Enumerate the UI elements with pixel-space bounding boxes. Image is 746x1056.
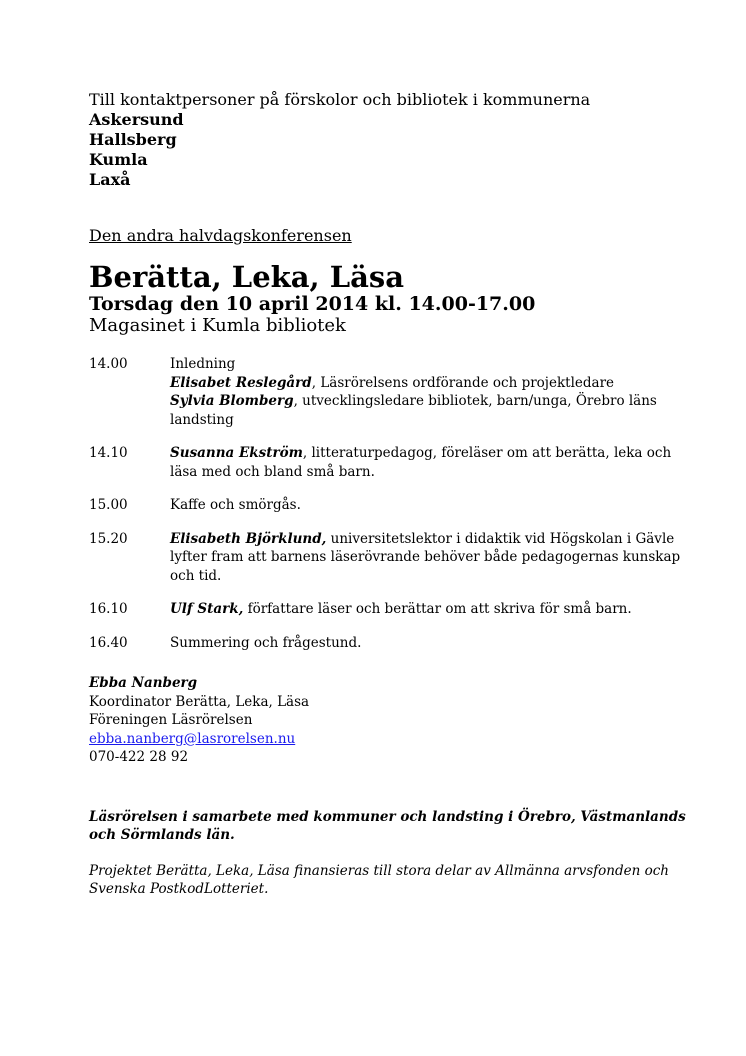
speaker-name: Sylvia Blomberg	[170, 393, 294, 409]
schedule-row	[89, 444, 689, 481]
schedule-text: Kaffe och smörgås.	[170, 497, 301, 513]
schedule-row	[89, 355, 689, 429]
contact-role: Koordinator Berätta, Leka, Läsa	[89, 693, 310, 710]
speaker-name: Elisabeth Björklund,	[170, 530, 327, 547]
contact-name: Ebba Nanberg	[89, 675, 198, 691]
contact-organization: Föreningen Läsrörelsen	[89, 712, 253, 728]
conference-subtitle: Den andra halvdagskonferensen	[89, 226, 352, 245]
schedule-text: Inledning	[170, 356, 236, 372]
speaker-name: Elisabet Reslegård	[170, 374, 312, 391]
event-title: Berätta, Leka, Läsa	[89, 260, 405, 294]
schedule-time: 14.00	[89, 356, 128, 372]
schedule-row	[89, 600, 689, 619]
schedule-time: 16.40	[89, 634, 128, 651]
schedule	[89, 355, 689, 652]
partnership-statement: Läsrörelsen i samarbete med kommuner och landsting i Örebro, Västmanlands och Sörmlands län.	[89, 808, 686, 843]
speaker-description: universitetslektor i didaktik vid Högskolan i Gävle lyfter fram att barnens läserövrande behöver både pedagogernas kunskap och tid.	[170, 530, 681, 584]
schedule-time: 16.10	[89, 601, 128, 617]
event-datetime: Torsdag den 10 april 2014 kl. 14.00-17.00	[89, 293, 536, 315]
schedule-description	[170, 444, 689, 481]
schedule-time: 15.00	[89, 497, 128, 513]
schedule-description	[170, 600, 689, 619]
contact-email-link[interactable]: ebba.nanberg@lasrorelsen.nu	[89, 730, 296, 747]
schedule-time: 15.20	[89, 530, 128, 547]
schedule-description	[170, 530, 689, 586]
event-venue: Magasinet i Kumla bibliotek	[89, 315, 346, 336]
speaker-description: författare läser och berättar om att skriva för små barn.	[243, 601, 632, 617]
speaker-description: , utvecklingsledare bibliotek, barn/unga, Örebro läns landsting	[170, 393, 657, 428]
schedule-row	[89, 634, 689, 653]
document-page	[89, 90, 689, 898]
schedule-text: Summering och frågestund.	[170, 634, 362, 651]
speaker-description: , Läsrörelsens ordförande och projektledare	[311, 374, 615, 391]
schedule-time: 14.10	[89, 445, 128, 461]
funding-statement: Projektet Berätta, Leka, Läsa finansieras till stora delar av Allmänna arvsfonden och Svenska PostkodLotteriet.	[89, 862, 669, 897]
municipality-hallsberg: Hallsberg	[89, 130, 177, 149]
speaker-name: Ulf Stark,	[170, 601, 244, 617]
speaker-description: , litteraturpedagog, föreläser om att berätta, leka och läsa med och bland små barn.	[170, 445, 672, 480]
municipality-askersund: Askersund	[89, 110, 184, 129]
schedule-row	[89, 496, 689, 515]
municipality-kumla: Kumla	[89, 150, 148, 169]
contact-block	[89, 674, 689, 767]
intro-text: Till kontaktpersoner på förskolor och bibliotek i kommunerna	[89, 90, 591, 109]
schedule-row	[89, 530, 689, 586]
schedule-description	[170, 355, 689, 429]
municipality-laxa: Laxå	[89, 170, 131, 189]
speaker-name: Susanna Ekström	[170, 445, 303, 461]
contact-phone: 070-422 28 92	[89, 749, 189, 765]
